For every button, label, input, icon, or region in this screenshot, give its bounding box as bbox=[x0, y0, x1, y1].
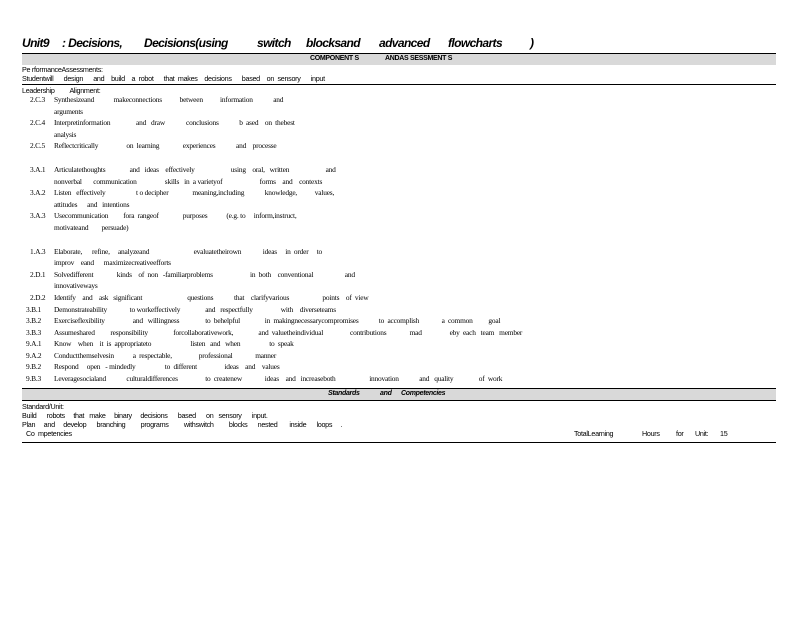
competency-code: 3.A.1 bbox=[30, 164, 46, 174]
competency-text: to speak bbox=[269, 339, 294, 349]
competency-text: to behelpful bbox=[205, 316, 240, 326]
competency-text: Exerciseflexibility bbox=[54, 316, 105, 326]
competency-text: ideas in order to bbox=[262, 246, 323, 256]
competency-text: between bbox=[179, 95, 203, 104]
standards-word: Standards bbox=[328, 389, 360, 397]
competency-text: experiences bbox=[182, 141, 216, 151]
competency-text: improv eand maximizecreativeefforts bbox=[54, 258, 171, 268]
competency-text: conclusions bbox=[186, 118, 219, 128]
competency-text: on learning bbox=[126, 141, 160, 151]
competency-code: 2.D.1 bbox=[30, 269, 46, 279]
competency-text: contributions bbox=[350, 327, 387, 337]
competency-text: Synthesizeand bbox=[54, 95, 95, 104]
competency-code: 3.B.3 bbox=[26, 327, 42, 337]
competency-text: that clarifyvarious bbox=[234, 292, 290, 302]
competency-code: 9.A.2 bbox=[26, 350, 42, 360]
and-word: and bbox=[380, 389, 392, 397]
competency-text: meaning,including bbox=[192, 188, 245, 198]
competency-text: and draw bbox=[136, 118, 165, 128]
competency-text: and ideas effectively bbox=[129, 164, 195, 174]
competency-text: ideas and values bbox=[224, 362, 280, 372]
standard-line-2: Plan and develop branching programs withswitch blocks nested inside loops . bbox=[22, 419, 343, 429]
standard-unit-label: Standard/Unit: bbox=[22, 401, 64, 411]
competency-row bbox=[22, 362, 776, 374]
competency-text: Solvedifferent bbox=[54, 269, 94, 279]
competency-text: points of view bbox=[322, 292, 369, 302]
competency-text: eby each team member bbox=[449, 327, 523, 337]
competency-text: Interpretinformation bbox=[54, 118, 111, 128]
competency-code: 3.A.3 bbox=[30, 211, 46, 221]
competency-text: Elaborate, refine, analyzeand bbox=[54, 246, 150, 256]
competency-text: (e.g. to inform,instruct, bbox=[226, 211, 297, 221]
competency-text: arguments bbox=[54, 106, 83, 116]
competency-text: evaluatetheirown bbox=[193, 246, 242, 256]
competency-row bbox=[22, 293, 776, 305]
competency-code: 9.A.1 bbox=[26, 339, 42, 349]
competency-code: 2.D.2 bbox=[30, 292, 46, 302]
competency-row bbox=[22, 118, 776, 130]
title-part: blocksand bbox=[306, 36, 360, 50]
competency-text: mad bbox=[409, 327, 422, 337]
competency-code: 1.A.3 bbox=[30, 246, 46, 256]
competency-text: values, bbox=[314, 188, 335, 198]
for-label: for bbox=[676, 428, 684, 438]
title-part: Decisions(using bbox=[144, 36, 228, 50]
unit-number: Unit9 bbox=[22, 36, 50, 50]
competency-text: Listen effectively bbox=[54, 188, 106, 198]
competency-text: of work bbox=[478, 374, 503, 384]
competency-text: to createnew bbox=[205, 374, 242, 384]
competency-code: 2.C.3 bbox=[30, 95, 46, 104]
competency-text: motivateand persuade) bbox=[54, 222, 129, 232]
competency-text: to workeffectively bbox=[129, 304, 181, 314]
hours-value: 15 bbox=[720, 428, 728, 438]
competency-text: with diverseteams bbox=[280, 304, 336, 314]
hours-label: Hours bbox=[642, 428, 660, 438]
leadership-label: Leadership Alignment: bbox=[22, 86, 101, 95]
competency-text: goal bbox=[488, 316, 501, 326]
competency-text: Leveragesocialand bbox=[54, 374, 106, 384]
competency-text: in both conventional bbox=[250, 269, 314, 279]
competency-row bbox=[22, 374, 776, 386]
competency-row bbox=[22, 223, 776, 235]
competency-text: and quality bbox=[419, 374, 454, 384]
competency-row bbox=[22, 328, 776, 340]
competency-row bbox=[22, 339, 776, 351]
competency-text: and processe bbox=[236, 141, 277, 151]
competency-text: Conductthemselvesin bbox=[54, 350, 114, 360]
total-learning-label: TotalLearning bbox=[574, 428, 614, 438]
competency-text: a respectable, bbox=[132, 350, 172, 360]
competency-text: purposes bbox=[182, 211, 208, 221]
competency-text: analysis bbox=[54, 129, 77, 139]
competency-text: listen and when bbox=[190, 339, 241, 349]
competency-code: 9.B.3 bbox=[26, 374, 42, 384]
standards-band bbox=[22, 388, 776, 401]
competency-text: to accomplish bbox=[378, 316, 420, 326]
competency-row bbox=[22, 211, 776, 223]
components-label: COMPONENT S bbox=[310, 55, 359, 62]
competency-text: innovation bbox=[369, 374, 399, 384]
competency-text: fora rangeof bbox=[123, 211, 159, 221]
competency-text: kinds of non -familiarproblems bbox=[116, 269, 213, 279]
competency-code: 2.C.4 bbox=[30, 118, 46, 128]
competency-text: Usecommunication bbox=[54, 211, 109, 221]
competency-text: and bbox=[325, 164, 336, 174]
competency-text: and valuetheindividual bbox=[258, 327, 324, 337]
competency-text: knowledge, bbox=[264, 188, 298, 198]
competency-row bbox=[22, 258, 776, 270]
competency-row bbox=[22, 130, 776, 142]
competency-row bbox=[22, 270, 776, 282]
competency-text: nonverbal communication bbox=[54, 176, 137, 186]
competency-text: ideas and increaseboth bbox=[264, 374, 336, 384]
assessments-label: ANDAS SESSMENT S bbox=[385, 55, 453, 62]
competency-text: responsibility bbox=[110, 327, 148, 337]
competency-row bbox=[22, 141, 776, 153]
competency-code: 3.A.2 bbox=[30, 188, 46, 198]
competency-text: and respectfully bbox=[205, 304, 253, 314]
bottom-rule bbox=[22, 441, 776, 443]
competency-code: 9.B.2 bbox=[26, 362, 42, 372]
title-part: advanced bbox=[379, 36, 430, 50]
competency-text: Respond open - mindedly bbox=[54, 362, 136, 372]
competency-row bbox=[22, 351, 776, 363]
title-part: : Decisions, bbox=[62, 36, 123, 50]
competency-text: attitudes and intentions bbox=[54, 199, 130, 209]
competency-row bbox=[22, 200, 776, 212]
competency-row bbox=[22, 95, 776, 107]
competency-code: 3.B.2 bbox=[26, 316, 42, 326]
title-part: flowcharts bbox=[448, 36, 503, 50]
competency-text: questions bbox=[187, 292, 214, 302]
competencies-label: Co mpetencies bbox=[26, 428, 72, 438]
unit-label: Unit: bbox=[695, 428, 709, 438]
competency-text: forms and contexts bbox=[259, 176, 323, 186]
unit-title bbox=[22, 36, 776, 50]
performance-text: Studentwill design and build a robot that makes decisions based on sensory input bbox=[22, 74, 325, 83]
competency-text: in makingnecessarycompromises bbox=[264, 316, 359, 326]
title-part: switch bbox=[257, 36, 291, 50]
competency-code: 2.C.5 bbox=[30, 141, 46, 151]
competency-text: using oral, written bbox=[230, 164, 290, 174]
components-header bbox=[22, 53, 776, 65]
competency-text: information bbox=[220, 95, 253, 104]
competency-text: b ased on thebest bbox=[239, 118, 295, 128]
competency-text: Identify and ask significant bbox=[54, 292, 143, 302]
competencies-word: Competencies bbox=[401, 389, 446, 397]
competency-text: makeconnections bbox=[113, 95, 162, 104]
competency-text: manner bbox=[255, 350, 277, 360]
competency-text: Articulatethoughts bbox=[54, 164, 106, 174]
competency-text: a common bbox=[441, 316, 473, 326]
competency-text: forcollaborativework, bbox=[173, 327, 234, 337]
unit-document bbox=[22, 36, 776, 443]
competency-text: professional bbox=[198, 350, 233, 360]
competency-row bbox=[22, 316, 776, 328]
competency-text: and bbox=[344, 269, 355, 279]
competency-row bbox=[22, 177, 776, 189]
competency-row bbox=[22, 165, 776, 177]
competency-text: t o decipher bbox=[136, 188, 169, 198]
competency-row bbox=[22, 305, 776, 317]
competency-text: to different bbox=[164, 362, 197, 372]
competency-text: innovativeways bbox=[54, 281, 98, 291]
standard-line-1: Build robots that make binary decisions based on sensory input. bbox=[22, 410, 268, 420]
competency-text: skills in a varietyof bbox=[164, 176, 223, 186]
competency-row bbox=[22, 188, 776, 200]
competency-text: Demonstrateability bbox=[54, 304, 108, 314]
hours-row bbox=[22, 429, 776, 439]
competency-text: and willingness bbox=[132, 316, 180, 326]
competency-text: and bbox=[273, 95, 284, 104]
competency-row bbox=[22, 281, 776, 293]
competency-text: culturaldifferences bbox=[126, 374, 178, 384]
title-part: ) bbox=[530, 36, 534, 50]
competency-text: Know when it is appropriateto bbox=[54, 339, 152, 349]
competency-row bbox=[22, 107, 776, 119]
competency-code: 3.B.1 bbox=[26, 304, 42, 314]
competency-list bbox=[22, 95, 776, 386]
competency-text: Reflectcritically bbox=[54, 141, 99, 151]
competency-text: Assumeshared bbox=[54, 327, 95, 337]
performance-label: Pe rformanceAssessments: bbox=[22, 65, 103, 74]
competency-row bbox=[22, 247, 776, 259]
